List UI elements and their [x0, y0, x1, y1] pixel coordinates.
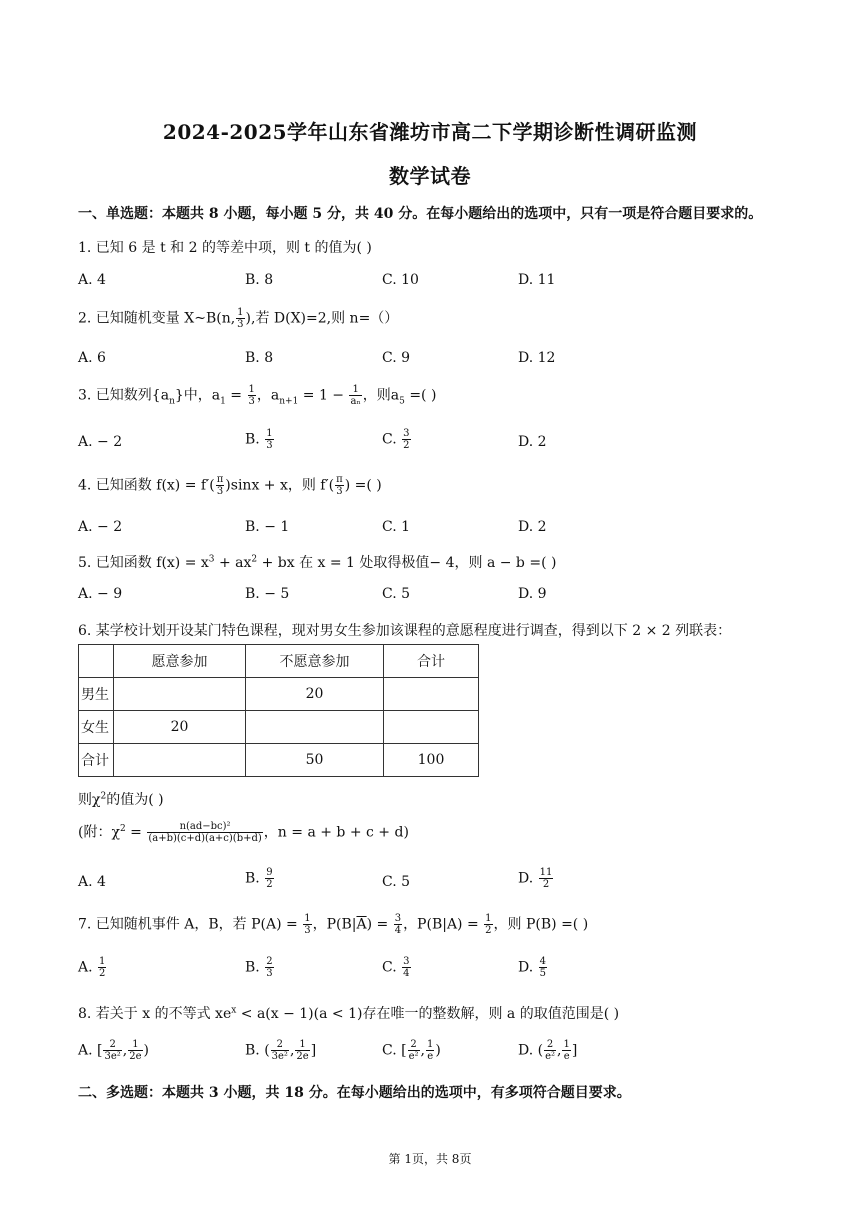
fraction-denominator: 2	[266, 879, 273, 890]
question-4-text-a: 4. 已知函数 f(x) = f′(	[78, 477, 215, 494]
fraction-denominator: 2e	[129, 1051, 142, 1062]
fraction-numerator: 1	[426, 1039, 434, 1050]
question-6-ask-text-a: 则χ	[78, 792, 101, 808]
table-cell	[384, 678, 479, 711]
option-label: C. [	[382, 1042, 407, 1059]
question-2-option-a: A. 6	[78, 350, 106, 366]
question-1-option-a: A. 4	[78, 272, 106, 288]
question-3-text-d: ，a	[256, 387, 280, 404]
interval-bracket: ]	[310, 1042, 317, 1059]
option-label: A. [	[78, 1042, 103, 1059]
superscript: 2	[119, 823, 126, 834]
question-7-text-d: ，P(B|A) =	[403, 916, 484, 933]
chi-square-formula-fraction	[147, 821, 262, 844]
fraction-denominator: 2	[542, 879, 550, 890]
question-4-text-c: ) =( )	[344, 477, 382, 494]
question-2-fraction	[236, 307, 244, 330]
fraction-denominator: 3	[266, 968, 273, 979]
question-1-option-c: C. 10	[382, 272, 419, 288]
table-row-label: 女生	[79, 711, 114, 744]
question-4-option-c: C. 1	[382, 519, 411, 535]
question-5-text-b: + ax	[214, 555, 252, 571]
fraction-numerator: n(ad−bc)²	[147, 821, 262, 833]
fraction-numerator: π	[336, 474, 343, 485]
table-cell: 100	[384, 744, 479, 777]
question-5-option-b: B. − 5	[245, 586, 290, 602]
fraction-denominator: 2	[403, 440, 410, 451]
fraction-numerator: 1	[295, 1039, 309, 1051]
question-8-text-b: < a(x − 1)(a < 1)存在唯一的整数解，则 a 的取值范围是( )	[236, 1006, 620, 1022]
option-fraction-upper	[562, 1039, 570, 1062]
superscript: 2	[100, 791, 107, 802]
option-fraction-upper	[295, 1039, 309, 1062]
table-cell: 50	[246, 744, 384, 777]
question-5-option-d: D. 9	[518, 586, 547, 602]
option-fraction	[265, 956, 273, 979]
fraction-denominator: 2	[99, 968, 106, 979]
fraction-denominator: 2	[485, 925, 492, 936]
note-text-a: (附：χ	[78, 824, 120, 841]
option-fraction	[539, 867, 554, 890]
table-row-label: 合计	[79, 744, 114, 777]
interval-bracket: )	[143, 1042, 149, 1059]
question-7-text-b: ，P(B|	[312, 916, 357, 933]
fraction-numerator: 2	[408, 1039, 420, 1051]
question-7-text-a: 7. 已知随机事件 A，B，若 P(A) =	[78, 916, 303, 933]
subscript: 1	[220, 396, 226, 407]
question-3-option-b	[245, 428, 275, 451]
question-2-text-b: ),若 D(X)=2,则 n=（）	[245, 310, 399, 327]
fraction-denominator: 2e	[296, 1051, 309, 1062]
table-row	[79, 711, 479, 744]
question-4-fraction-2	[335, 474, 344, 497]
question-8-text-a: 8. 若关于 x 的不等式 xe	[78, 1006, 232, 1022]
fraction-numerator: 3	[403, 956, 410, 967]
question-5-option-c: C. 5	[382, 586, 411, 602]
option-fraction-lower	[544, 1039, 556, 1062]
option-label: D. (	[518, 1042, 544, 1059]
option-fraction	[539, 956, 547, 979]
fraction-numerator: 2	[103, 1039, 121, 1051]
contingency-table	[78, 644, 479, 777]
question-6-ask	[78, 789, 164, 809]
question-1-option-d: D. 11	[518, 272, 556, 288]
question-8-option-c	[382, 1039, 441, 1062]
section-heading-single-choice: 一、单选题：本题共 8 小题，每小题 5 分，共 40 分。在每小题给出的选项中，只有一项是符合题目要求的。	[78, 206, 763, 222]
option-fraction-lower	[271, 1039, 289, 1062]
fraction-numerator: 1	[563, 1039, 570, 1050]
question-3-fraction-1	[248, 384, 256, 407]
question-4-option-d: D. 2	[518, 519, 547, 535]
question-5-text-c: + bx 在 x = 1 处取得极值− 4，则 a − b =( )	[257, 555, 557, 571]
question-5-text-a: 5. 已知函数 f(x) = x	[78, 555, 209, 571]
question-3-option-a: A. − 2	[78, 434, 123, 450]
fraction-denominator: 3	[266, 440, 273, 451]
fraction-denominator: e	[427, 1051, 434, 1062]
question-4-option-b: B. − 1	[245, 519, 290, 535]
question-8-option-d	[518, 1039, 577, 1062]
option-fraction	[402, 956, 410, 979]
table-cell: 20	[246, 678, 384, 711]
fraction-numerator: 1	[248, 384, 255, 395]
page-footer: 第 1页，共 8页	[388, 1152, 472, 1166]
superscript: 2	[251, 554, 258, 565]
question-3-text-c: =	[225, 387, 247, 404]
fraction-denominator: 3e²	[104, 1051, 121, 1062]
question-4-option-a: A. − 2	[78, 519, 123, 535]
table-header-row	[79, 645, 479, 678]
option-fraction-lower	[408, 1039, 420, 1062]
table-cell	[114, 744, 246, 777]
table-cell	[384, 711, 479, 744]
fraction-denominator: e	[563, 1051, 570, 1062]
interval-separator: ,	[420, 1042, 425, 1059]
fraction-denominator: 3	[248, 396, 255, 407]
fraction-numerator: π	[216, 474, 224, 485]
fraction-denominator: 3	[216, 486, 224, 497]
table-cell	[79, 645, 114, 678]
question-6-formula-note	[78, 821, 409, 844]
option-label: B.	[245, 870, 265, 887]
fraction-denominator: 3e²	[271, 1051, 288, 1062]
fraction-denominator: e²	[408, 1051, 419, 1062]
fraction-denominator: (a+b)(c+d)(a+c)(b+d)	[148, 833, 262, 844]
interval-bracket: )	[435, 1042, 441, 1059]
question-6-stem: 6. 某学校计划开设某门特色课程，现对男女生参加该课程的意愿程度进行调查，得到以下 2 × 2 列联表：	[78, 623, 732, 639]
table-header-cell: 合计	[384, 645, 479, 678]
question-5-option-a: A. − 9	[78, 586, 123, 602]
question-6-option-c: C. 5	[382, 874, 411, 890]
option-label: C.	[382, 431, 402, 448]
option-fraction	[265, 428, 273, 451]
question-7-option-a	[78, 956, 107, 979]
fraction-denominator: 4	[403, 968, 410, 979]
question-3-text-g: =( )	[404, 387, 437, 404]
question-3-fraction-2	[349, 384, 361, 407]
question-3-option-c	[382, 428, 412, 451]
question-4-text-b: )sinx + x，则 f′(	[225, 477, 335, 494]
question-3-option-d: D. 2	[518, 434, 547, 450]
fraction-numerator: 3	[394, 913, 402, 924]
question-8-stem	[78, 1003, 619, 1023]
option-label: A.	[78, 959, 98, 976]
question-7-text-e: ，则 P(B) =( )	[493, 916, 589, 933]
question-7-option-d	[518, 956, 548, 979]
fraction-numerator: 1	[128, 1039, 142, 1051]
question-1-option-b: B. 8	[245, 272, 274, 288]
fraction-numerator: 3	[403, 428, 410, 439]
subscript: n	[169, 396, 175, 407]
fraction-numerator: 1	[237, 307, 244, 318]
question-7-option-b	[245, 956, 275, 979]
option-label: B. (	[245, 1042, 270, 1059]
question-3-text-a: 3. 已知数列{a	[78, 387, 170, 404]
table-header-cell: 不愿意参加	[246, 645, 384, 678]
question-7-stem	[78, 913, 588, 936]
question-2-option-b: B. 8	[245, 350, 274, 366]
option-label: D.	[518, 870, 538, 887]
question-7-text-c: ) =	[366, 916, 393, 933]
option-label: C.	[382, 959, 402, 976]
interval-bracket: ]	[571, 1042, 578, 1059]
question-3-text-e: = 1 −	[298, 387, 349, 404]
question-6-option-d	[518, 867, 554, 890]
question-3-text-b: }中，a	[174, 387, 221, 404]
question-4-stem	[78, 474, 382, 497]
superscript: x	[231, 1005, 237, 1016]
option-fraction	[265, 867, 273, 890]
option-fraction	[402, 428, 410, 451]
table-row	[79, 678, 479, 711]
table-row-label: 男生	[79, 678, 114, 711]
fraction-numerator: 2	[271, 1039, 289, 1051]
fraction-denominator: 4	[394, 925, 402, 936]
question-6-option-a: A. 4	[78, 874, 106, 890]
fraction-numerator: 11	[539, 867, 553, 878]
section-heading-multiple-choice: 二、多选题：本题共 3 小题，共 18 分。在每小题给出的选项中，有多项符合题目要求。	[78, 1085, 631, 1101]
option-fraction-upper	[128, 1039, 142, 1062]
fraction-denominator: 5	[539, 968, 547, 979]
table-row	[79, 744, 479, 777]
fraction-numerator: 1	[266, 428, 273, 439]
fraction-denominator: 3	[237, 319, 244, 330]
fraction-numerator: 1	[485, 913, 492, 924]
table-header-cell: 愿意参加	[114, 645, 246, 678]
table-cell: 20	[114, 711, 246, 744]
question-3-stem	[78, 384, 436, 407]
subscript: n+1	[279, 396, 299, 407]
option-label: B.	[245, 959, 265, 976]
note-text-c: ，n = a + b + c + d)	[263, 824, 409, 841]
exam-subtitle: 数学试卷	[389, 164, 471, 188]
question-2-option-c: C. 9	[382, 350, 411, 366]
question-3-text-f: ，则a	[362, 387, 400, 404]
question-4-fraction-1	[216, 474, 225, 497]
question-2-stem	[78, 307, 398, 330]
fraction-denominator: 3	[304, 925, 311, 936]
complement-event-a: $\overline{A}$	[356, 916, 367, 933]
question-6-option-b	[245, 867, 275, 890]
fraction-denominator: 3	[336, 486, 343, 497]
fraction-numerator: 9	[266, 867, 273, 878]
table-cell	[114, 678, 246, 711]
fraction-numerator: 2	[266, 956, 273, 967]
fraction-numerator: 4	[539, 956, 547, 967]
interval-separator: ,	[289, 1042, 295, 1059]
interval-separator: ,	[557, 1042, 562, 1059]
option-label: B.	[245, 431, 265, 448]
question-2-option-d: D. 12	[518, 350, 556, 366]
interval-separator: ,	[122, 1042, 128, 1059]
fraction-numerator: 1	[349, 384, 361, 396]
fraction-numerator: 1	[304, 913, 311, 924]
fraction-numerator: 1	[99, 956, 106, 967]
note-text-b: =	[125, 824, 147, 841]
fraction-denominator: e²	[545, 1051, 556, 1062]
question-2-text-a: 2. 已知随机变量 X~B(n,	[78, 310, 236, 327]
question-8-option-a	[78, 1039, 149, 1062]
option-fraction-lower	[103, 1039, 121, 1062]
question-7-fraction-1	[303, 913, 311, 936]
question-7-fraction-3	[484, 913, 492, 936]
option-fraction-upper	[426, 1039, 434, 1062]
exam-title: 2024-2025学年山东省潍坊市高二下学期诊断性调研监测	[162, 120, 698, 144]
subscript: 5	[399, 396, 405, 407]
fraction-numerator: 2	[544, 1039, 556, 1051]
question-7-option-c	[382, 956, 412, 979]
question-7-fraction-2	[394, 913, 402, 936]
fraction-denominator: aₙ	[350, 396, 361, 407]
question-6-ask-text-b: 的值为( )	[106, 792, 164, 808]
question-5-stem	[78, 552, 556, 572]
option-label: D.	[518, 959, 538, 976]
table-cell	[246, 711, 384, 744]
superscript: 3	[208, 554, 215, 565]
question-1-stem: 1. 已知 6 是 t 和 2 的等差中项，则 t 的值为( )	[78, 240, 372, 256]
option-fraction	[98, 956, 106, 979]
question-8-option-b	[245, 1039, 316, 1062]
